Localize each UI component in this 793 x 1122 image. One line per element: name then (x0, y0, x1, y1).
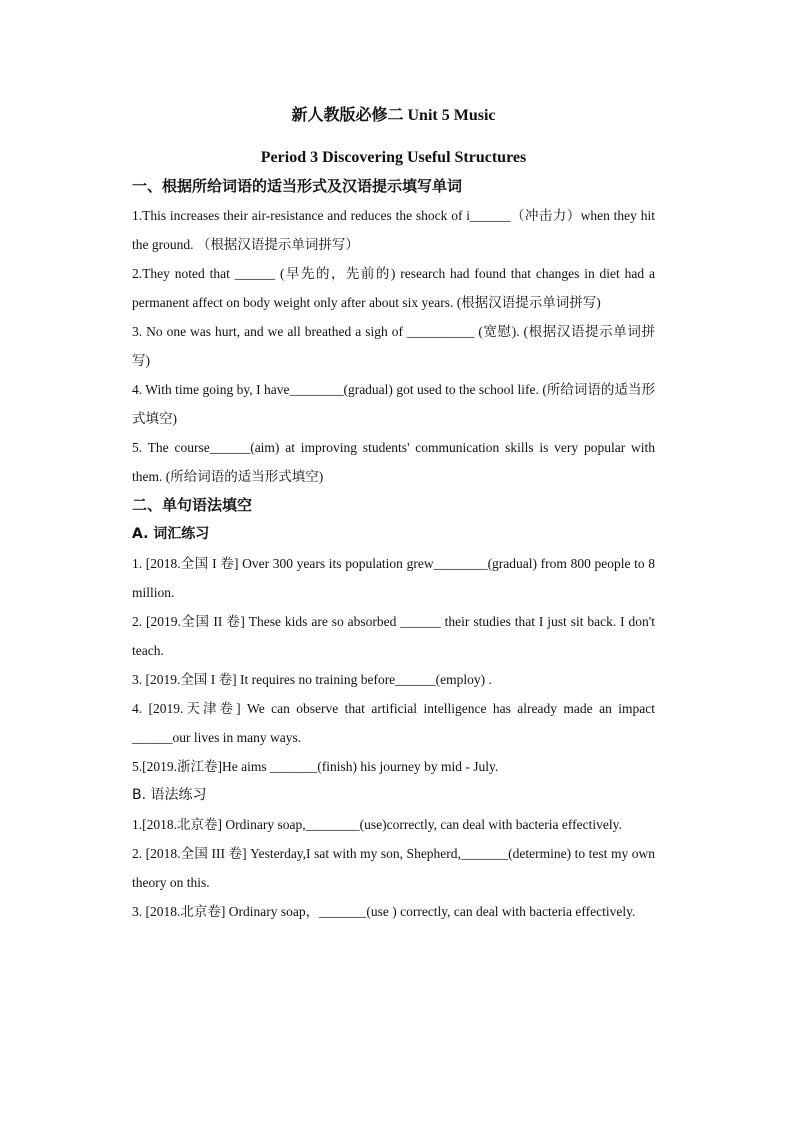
exercise-item: 1. [2018.全国 I 卷] Over 300 years its population grew________(gradual) from 800 people to 8 million. (132, 556, 655, 600)
exercise-item: 3. No one was hurt, and we all breathed a sigh of __________ (宽慰). (根据汉语提示单词拼写) (132, 324, 655, 368)
exercise-item: 1.This increases their air-resistance and reduces the shock of i______（冲击力）when they hit the ground. （根据汉语提示单词拼写） (132, 208, 655, 252)
exercise-item: 3. [2018.北京卷] Ordinary soap，_______(use ) correctly, can deal with bacteria effectively. (132, 904, 636, 919)
exercise-item: 2. [2018.全国 III 卷] Yesterday,I sat with my son, Shepherd,_______(determine) to test my own theory on this. (132, 846, 655, 890)
part-a-heading: A. 词汇练习 (132, 526, 210, 542)
exercise-item: 1.[2018.北京卷] Ordinary soap,________(use)correctly, can deal with bacteria effectively. (132, 817, 622, 832)
exercise-item: 2.They noted that ______ (早先的，先前的) research had found that changes in diet had a permanent affect on body weight only after about six years. (根据汉语提示单词拼写) (132, 266, 655, 310)
exercise-item: 5.[2019.浙江卷]He aims _______(finish) his journey by mid - July. (132, 759, 499, 774)
section-2-heading: 二、单句语法填空 (132, 496, 253, 514)
exercise-item: 4. [2019.天津卷] We can observe that artificial intelligence has already made an impact ______our lives in many ways. (132, 701, 655, 745)
exercise-item: 4. With time going by, I have________(gradual) got used to the school life. (所给词语的适当形式填空) (132, 382, 655, 426)
section-1-heading: 一、根据所给词语的适当形式及汉语提示填写单词 (132, 177, 463, 195)
document-subtitle: Period 3 Discovering Useful Structures (260, 149, 527, 166)
exercise-item: 5. The course______(aim) at improving students' communication skills is very popular with them. (所给词语的适当形式填空) (132, 440, 655, 484)
exercise-item: 2. [2019.全国 II 卷] These kids are so absorbed ______ their studies that I just sit back. I don't teach. (132, 614, 655, 658)
exercise-item: 3. [2019.全国 I 卷] It requires no training before______(employ) . (132, 672, 492, 687)
part-b-heading: B. 语法练习 (132, 787, 207, 803)
document-title: 新人教版必修二 Unit 5 Music (291, 107, 496, 124)
